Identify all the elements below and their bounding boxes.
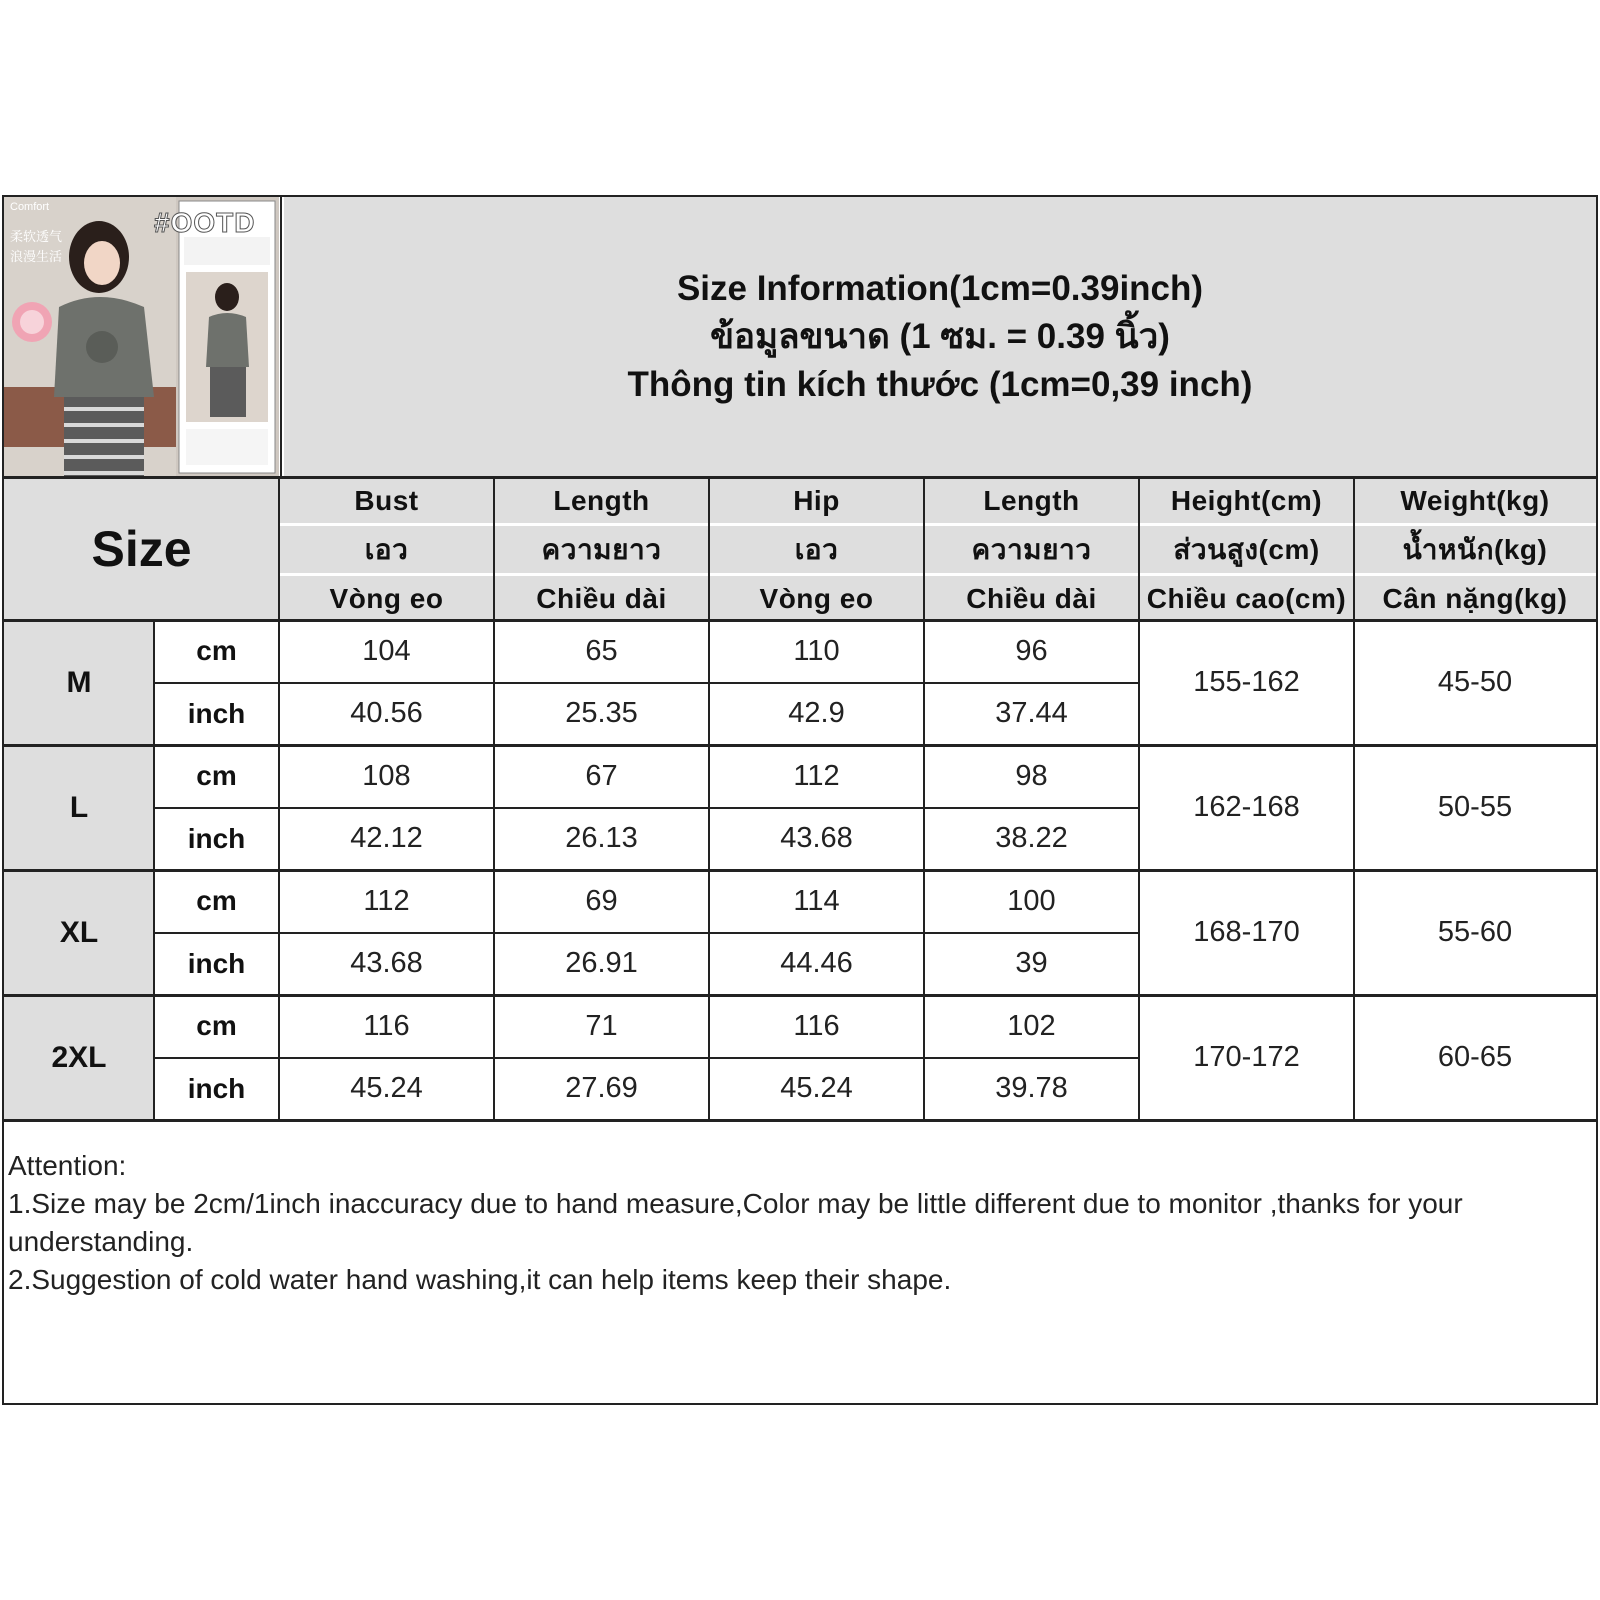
attention-heading: Attention: [8, 1150, 127, 1181]
unit-cell-cm: cm [154, 745, 279, 808]
size-label-cell: L [4, 745, 154, 870]
measurement-cell: 100 [924, 870, 1139, 933]
ootd-badge: #OOTD [154, 207, 256, 238]
weight-range-cell: 45-50 [1354, 620, 1596, 745]
size-header-cell: Size [4, 477, 279, 620]
measurement-cell: 69 [494, 870, 709, 933]
measurement-cell: 38.22 [924, 808, 1139, 871]
measurement-cell: 112 [709, 745, 924, 808]
column-header-en: Bust [279, 477, 494, 525]
column-header-en: Length [924, 477, 1139, 525]
measurement-cell: 102 [924, 995, 1139, 1058]
measurement-cell: 71 [494, 995, 709, 1058]
measurement-cell: 27.69 [494, 1058, 709, 1121]
weight-range-cell: 60-65 [1354, 995, 1596, 1120]
column-header-en: Length [494, 477, 709, 525]
size-label-cell: XL [4, 870, 154, 995]
size-chart [2, 195, 1598, 1405]
title-thai: ข้อมูลขนาด (1 ซม. = 0.39 นิ้ว) [710, 317, 1170, 356]
title-vietnamese: Thông tin kích thước (1cm=0,39 inch) [627, 365, 1253, 404]
measurement-cell: 42.9 [709, 683, 924, 746]
column-header-vi: Chiều dài [494, 575, 709, 622]
weight-range-cell: 55-60 [1354, 870, 1596, 995]
height-range-cell: 155-162 [1139, 620, 1354, 745]
column-header-vi: Chiều cao(cm) [1139, 575, 1354, 622]
attention-note-1: 1.Size may be 2cm/1inch inaccuracy due to hand measure,Color may be little different due to monitor ,thanks for your understanding. [8, 1188, 1463, 1257]
measurement-cell: 98 [924, 745, 1139, 808]
column-header-th: ส่วนสูง(cm) [1139, 525, 1354, 575]
height-range-cell: 162-168 [1139, 745, 1354, 870]
column-header-th: ความยาว [494, 525, 709, 575]
size-label-cell: M [4, 620, 154, 745]
column-header-th: ความยาว [924, 525, 1139, 575]
column-header-th: เอว [279, 525, 494, 575]
column-header-en: Hip [709, 477, 924, 525]
measurement-cell: 43.68 [709, 808, 924, 871]
unit-cell-cm: cm [154, 620, 279, 683]
measurement-cell: 42.12 [279, 808, 494, 871]
measurement-cell: 116 [279, 995, 494, 1058]
measurement-cell: 104 [279, 620, 494, 683]
title-english: Size Information(1cm=0.39inch) [676, 269, 1204, 308]
measurement-cell: 116 [709, 995, 924, 1058]
measurement-cell: 37.44 [924, 683, 1139, 746]
unit-cell-inch: inch [154, 808, 279, 871]
measurement-cell: 44.46 [709, 933, 924, 996]
measurement-cell: 67 [494, 745, 709, 808]
unit-cell-cm: cm [154, 995, 279, 1058]
column-header-vi: Vòng eo [709, 575, 924, 622]
measurement-cell: 96 [924, 620, 1139, 683]
measurement-cell: 43.68 [279, 933, 494, 996]
measurement-cell: 45.24 [709, 1058, 924, 1121]
measurement-cell: 39.78 [924, 1058, 1139, 1121]
unit-cell-inch: inch [154, 933, 279, 996]
column-header-th: เอว [709, 525, 924, 575]
height-range-cell: 170-172 [1139, 995, 1354, 1120]
measurement-cell: 108 [279, 745, 494, 808]
attention-note-2: 2.Suggestion of cold water hand washing,it can help items keep their shape. [8, 1264, 952, 1295]
unit-cell-inch: inch [154, 1058, 279, 1121]
column-header-vi: Vòng eo [279, 575, 494, 622]
measurement-cell: 114 [709, 870, 924, 933]
unit-cell-cm: cm [154, 870, 279, 933]
column-header-th: น้ำหนัก(kg) [1354, 525, 1596, 575]
measurement-cell: 26.13 [494, 808, 709, 871]
height-range-cell: 168-170 [1139, 870, 1354, 995]
measurement-cell: 110 [709, 620, 924, 683]
measurement-cell: 112 [279, 870, 494, 933]
measurement-cell: 25.35 [494, 683, 709, 746]
measurement-cell: 40.56 [279, 683, 494, 746]
thumbnail-side-text: 柔软透气 浪漫生活 [10, 229, 63, 264]
measurement-cell: 39 [924, 933, 1139, 996]
unit-cell-inch: inch [154, 683, 279, 746]
thumbnail-corner-text: Comfort [10, 201, 50, 213]
column-header-en: Height(cm) [1139, 477, 1354, 525]
column-header-en: Weight(kg) [1354, 477, 1596, 525]
column-header-vi: Chiều dài [924, 575, 1139, 622]
size-label-cell: 2XL [4, 995, 154, 1120]
outer-border [2, 195, 1598, 1405]
column-header-vi: Cân nặng(kg) [1354, 575, 1596, 622]
measurement-cell: 65 [494, 620, 709, 683]
weight-range-cell: 50-55 [1354, 745, 1596, 870]
measurement-cell: 45.24 [279, 1058, 494, 1121]
measurement-cell: 26.91 [494, 933, 709, 996]
